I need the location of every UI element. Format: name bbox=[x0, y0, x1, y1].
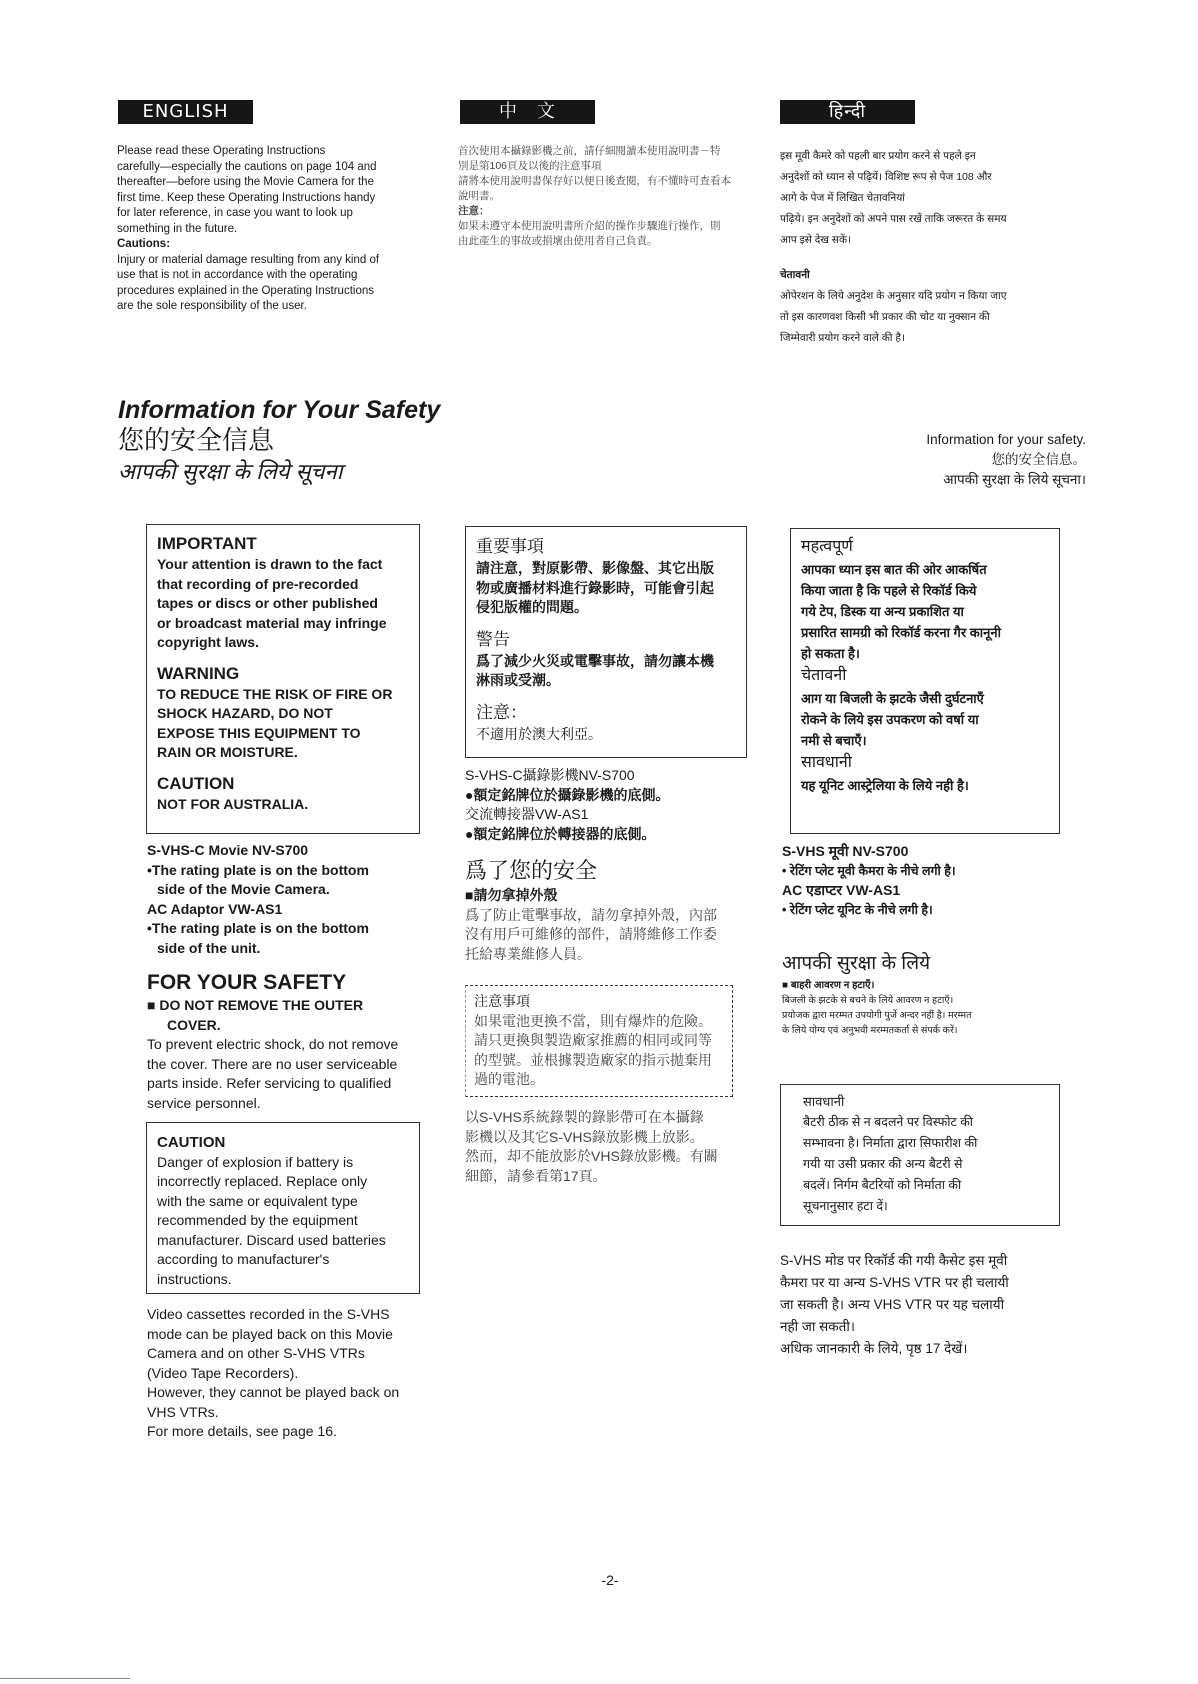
hindi-rating: S-VHS मूवी NV-S700 • रेटिंग प्लेट मूवी कैमरा के नीचे लगी है। AC एडाप्टर VW-AS1 • रेटिंग प्लेट यूनिट के नीचे लगी है। bbox=[782, 843, 956, 917]
safety-right-english: Information for your safety. bbox=[926, 432, 1086, 447]
safety-right-chinese: 您的安全信息。 bbox=[991, 452, 1086, 467]
chinese-important-box: 重要事項 請注意，對原影帶、影像盤、其它出版 物或廣播材料進行錄影時，可能會引起 侵犯版權的問題。 警告 爲了減少火災或電擊事故，請勿讓本機 淋雨或受潮。 注意： 不適用於澳大利亞。 bbox=[465, 526, 747, 758]
hindi-safety-heading: आपकी सुरक्षा के लिये bbox=[782, 953, 931, 974]
english-for-your-safety: FOR YOUR SAFETY ■ DO NOT REMOVE THE OUTER COVER. To prevent electric shock, do not remove the cover. There are no user serviceable parts inside. Refer servicing to qualified service personnel. bbox=[147, 970, 437, 1113]
chinese-important-title: 重要事項 bbox=[476, 537, 544, 556]
chinese-tag: 中 文 bbox=[460, 100, 595, 124]
english-important-box: IMPORTANT Your attention is drawn to the fact that recording of pre-recorded tapes or discs or other published or broadcast material may infringe copyright laws. WARNING TO REDUCE THE RISK OF FIRE OR SHOCK HAZARD, DO NOT EXPOSE THIS EQUIPMENT TO RAIN OR MOISTURE. CAUTION NOT FOR AUSTRALIA. bbox=[146, 524, 420, 834]
chinese-caution-battery-box: 注意事項 如果電池更換不當，則有爆炸的危險。 請只更換與製造廠家推薦的相同或同等 的型號。並根據製造廠家的指示拋棄用 過的電池。 bbox=[465, 985, 733, 1097]
scan-edge-line bbox=[0, 1678, 130, 1679]
chinese-video-note: 以S-VHS系統錄製的錄影帶可在本攝錄 影機以及其它S-VHS錄放影機上放影。 然而，却不能放影於VHS錄放影機。有關 細節，請參看第17頁。 bbox=[465, 1109, 718, 1184]
chinese-rating: S-VHS-C攝錄影機NV-S700 ●額定銘牌位於攝錄影機的底側。 交流轉接器VW-AS1 ●額定銘牌位於轉接器的底側。 bbox=[465, 767, 670, 842]
hindi-caution-battery-title: सावधानी bbox=[803, 1094, 845, 1109]
important-title: IMPORTANT bbox=[157, 534, 257, 553]
intro-english: Please read these Operating Instructions carefully—especially the cautions on page 104 and thereafter—before using the Movie Camera for the first time. Keep these Operating Instructions handy for later reference, in case you want to look up something in the future. Cautions: Injury or material damage resulting from any kind of use that is not in accordance with the operating procedures explained in the Operating Instructions are the sole responsibility of the user. bbox=[117, 145, 380, 312]
warning-title: WARNING bbox=[157, 663, 240, 683]
hindi-video-note: S-VHS मोड पर रिकॉर्ड की गयी कैसेट इस मूवी कैमरा पर या अन्य S-VHS VTR पर ही चलायी जा सकती है। अन्य VHS VTR पर यह चलायी नही जा सकती। अधिक जानकारी के लिये, पृष्ठ 17 देखें। bbox=[780, 1253, 1009, 1356]
hindi-tag: हिन्दी bbox=[780, 100, 915, 124]
hindi-for-your-safety: आपकी सुरक्षा के लिये ■ बाहरी आवरण न हटाएँ। बिजली के झटके से बचने के लिये आवरण न हटाएँ। प्रयोजक द्वारा मरम्मत उपयोगी पुर्जे अन्दर नहीं है। मरम्मत के लिये योग्य एवं अनुभवी मरम्मतकर्ता से संपर्क करें। bbox=[782, 950, 1082, 1038]
caution-title: CAUTION bbox=[157, 773, 235, 793]
english-rating: S-VHS-C Movie NV-S700 •The rating plate is on the bottom side of the Movie Camera. AC Adaptor VW-AS1 •The rating plate is on the bottom side of the unit. bbox=[147, 842, 369, 956]
safety-right bbox=[926, 430, 1086, 490]
hindi-important-title: महत्वपूर्ण bbox=[801, 538, 853, 555]
caution-battery-title: CAUTION bbox=[157, 1134, 226, 1151]
safety-title-english: Information for Your Safety bbox=[118, 396, 441, 424]
for-your-safety-heading: FOR YOUR SAFETY bbox=[147, 971, 347, 994]
hindi-important-box: महत्वपूर्ण आपका ध्यान इस बात की ओर आकर्षित किया जाता है कि पहले से रिकॉर्ड किये गये टेप, डिस्क या अन्य प्रकाशित या प्रसारित सामग्री को रिकॉर्ड करना गैर कानूनी हो सकता है। चेतावनी आग या बिजली के झटके जैसी दुर्घटनाएँ रोकने के लिये इस उपकरण को वर्षा या नमी से बचाएँ। सावधानी यह यूनिट आस्ट्रेलिया के लिये नही है। bbox=[790, 528, 1060, 834]
intro-hindi: इस मूवी कैमरे को पहली बार प्रयोग करने से पहले इन अनुदेशों को ध्यान से पढ़ियें। विशिष्ट रूप से पेज 108 और आगे के पेज में लिखित चेतावनियां पढ़िये। इन अनुदेशों को अपने पास रखें ताकि जरूरत के समय आप इसे देख सकें। चेतावनी ओपेरशन के लिये अनुदेश के अनुसार यदि प्रयोग न किया जाए तो इस कारणवश किसी भी प्रकार की चोट या नुक्सान की जिम्मेवारी प्रयोग करने वाले की है। bbox=[780, 150, 1007, 344]
safety-title bbox=[118, 395, 440, 487]
chinese-for-your-safety: 爲了您的安全 ■請勿拿掉外殼 爲了防止電擊事故，請勿拿掉外殼，內部 沒有用戶可維修的部件，請將維修工作委 托給專業維修人員。 bbox=[465, 856, 755, 964]
hindi-warning-title: चेतावनी bbox=[801, 667, 847, 684]
english-caution-battery-box: CAUTION Danger of explosion if battery is incorrectly replaced. Replace only with the same or equivalent type recommended by the equipment manufacturer. Discard used batteries according to manufacturer's instructions. bbox=[146, 1122, 420, 1294]
chinese-warning-title: 警告 bbox=[476, 629, 510, 649]
hindi-caution-battery-box: सावधानी बैटरी ठीक से न बदलने पर विस्फोट की सम्भावना है। निर्माता द्वारा सिफारीश की गयी या उसी प्रकार की अन्य बैटरी से बदलें। निर्गम बैटरियों को निर्माता की सूचनानुसार हटा दें। bbox=[780, 1084, 1060, 1226]
hindi-caution-title: सावधानी bbox=[801, 754, 852, 771]
english-tag: ENGLISH bbox=[118, 100, 253, 124]
chinese-caution-battery-title: 注意事項 bbox=[474, 993, 530, 1009]
page-number: -2- bbox=[601, 1572, 619, 1588]
intro-chinese: 首次使用本攝錄影機之前，請仔細閱讀本使用說明書－特 別是第106頁及以後的注意事項 請將本使用說明書保存好以便日後查閱，有不懂時可查看本 說明書。 注意： 如果未遵守本使用說明書所介紹的操作步驟進行操作，則 由此產生的事故或損壞由使用者自己負責。 bbox=[458, 145, 731, 247]
safety-right-hindi: आपकी सुरक्षा के लिये सूचना। bbox=[943, 472, 1086, 487]
safety-title-hindi: आपकी सुरक्षा के लिये सूचना bbox=[118, 459, 343, 484]
safety-title-chinese: 您的安全信息 bbox=[118, 426, 275, 456]
english-video-note: Video cassettes recorded in the S-VHS mode can be played back on this Movie Camera and on other S-VHS VTRs (Video Tape Recorders). However, they cannot be played back on VHS VTRs. For more details, see page 16. bbox=[147, 1306, 400, 1439]
chinese-safety-heading: 爲了您的安全 bbox=[465, 858, 598, 883]
chinese-caution-title: 注意： bbox=[476, 702, 527, 722]
